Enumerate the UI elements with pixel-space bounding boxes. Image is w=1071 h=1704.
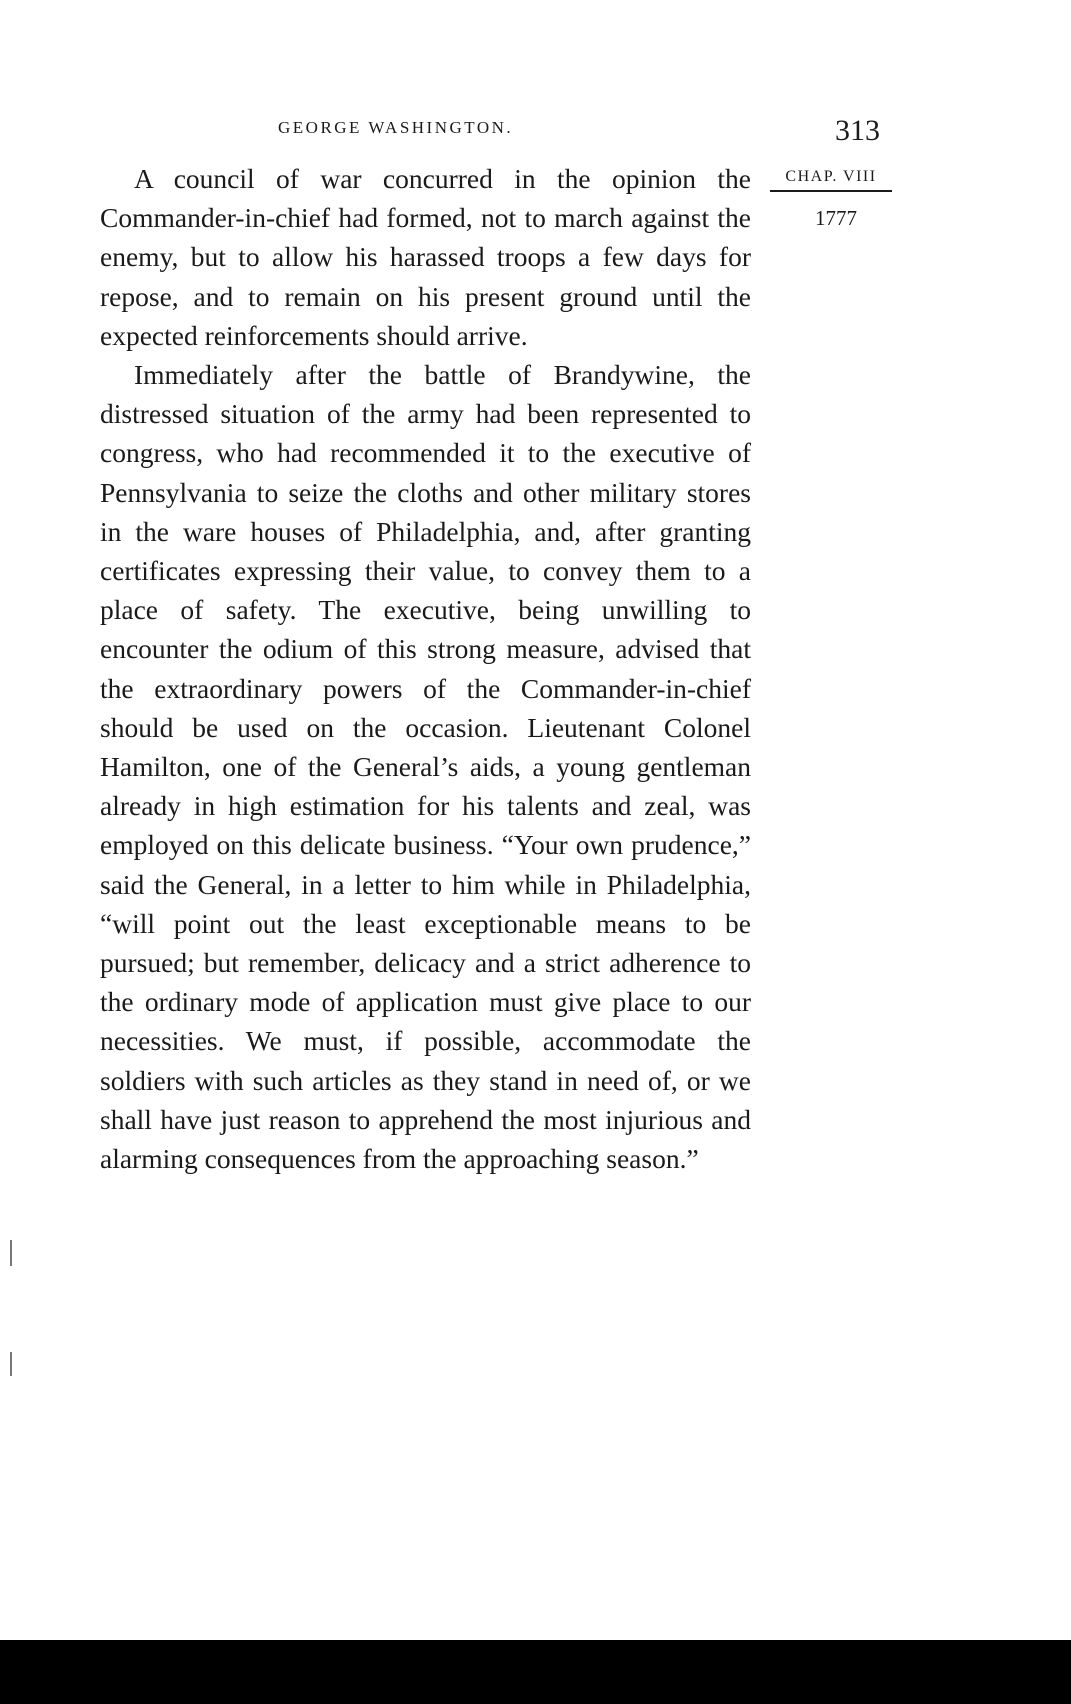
- page-number: 313: [835, 114, 880, 147]
- year-label: 1777: [815, 206, 857, 230]
- scan-bottom-edge: [0, 1640, 1071, 1704]
- running-head-title: GEORGE WASHINGTON.: [278, 118, 514, 137]
- scan-edge-mark: [10, 1240, 12, 1266]
- paragraph-council: A council of war concurred in the opinion the Commander-in-chief had formed, not to march against the enemy, but to allow his harassed troops a few days for repose, and to remain on his present ground until the expected reinforcements should arrive.: [100, 163, 751, 351]
- body-text: [100, 159, 751, 1178]
- scan-edge-mark: [10, 1352, 12, 1376]
- margin-note: [770, 168, 892, 231]
- chapter-label: CHAP. VIII: [770, 168, 892, 192]
- paragraph-brandywine: Immediately after the battle of Brandywine, the distressed situation of the army had been represented to congress, who had recommended it to the executive of Pennsylvania to seize the cloths and other military stores in the ware houses of Philadelphia, and, after granting certificates expressing their value, to convey them to a place of safety. The executive, being unwilling to encounter the odium of this strong measure, advised that the extraordinary powers of the Commander-in-chief should be used on the occasion. Lieutenant Colonel Hamilton, one of the General’s aids, a young gentleman already in high estimation for his talents and zeal, was employed on this delicate business. “Your own prudence,” said the General, in a letter to him while in Philadelphia, “will point out the least exceptionable means to be pursued; but remember, delicacy and a strict adherence to the ordinary mode of application must give place to our necessities. We must, if possible, accommodate the soldiers with such articles as they stand in need of, or we shall have just reason to apprehend the most injurious and alarming consequences from the approaching season.”: [100, 359, 751, 1175]
